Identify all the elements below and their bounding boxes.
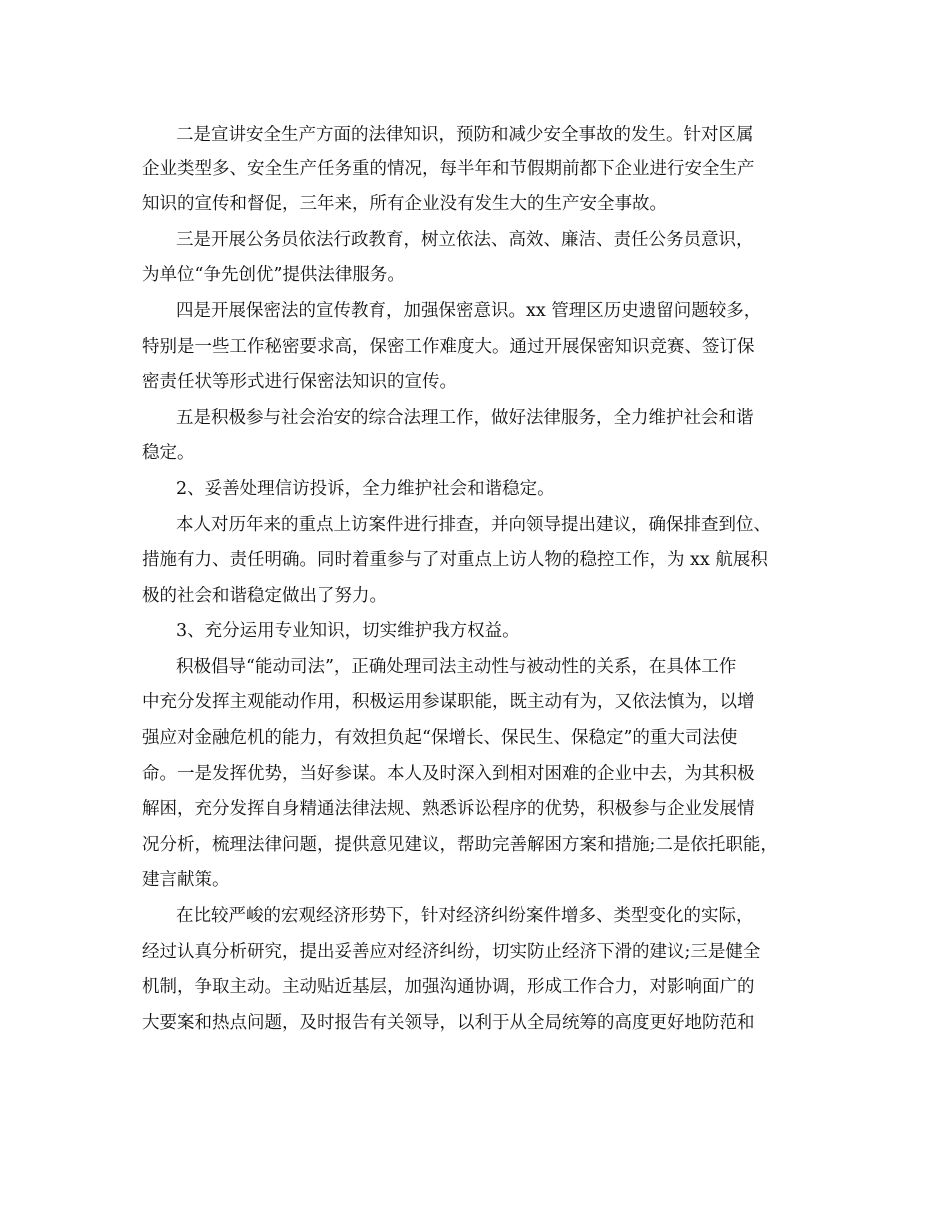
- text-line: 本人对历年来的重点上访案件进行排查，并向领导提出建议，确保排查到位、: [176, 515, 771, 535]
- text-line: 积极倡导“能动司法”，正确处理司法主动性与被动性的关系，在具体工作: [176, 657, 737, 677]
- text-line: 为单位“争先创优”提供法律服务。: [142, 265, 405, 285]
- text-line: 稳定。: [142, 443, 195, 463]
- text-line: 五是积极参与社会治安的综合法理工作，做好法律服务，全力维护社会和谐: [176, 408, 754, 428]
- text-line: 中充分发挥主观能动作用，积极运用参谋职能，既主动有为，又依法慎为，以增: [142, 692, 755, 712]
- text-line: 大要案和热点问题，及时报告有关领导，以利于从全局统筹的高度更好地防范和: [142, 1013, 755, 1033]
- text-line: 特别是一些工作秘密要求高，保密工作难度大。通过开展保密知识竞赛、签订保: [142, 337, 755, 357]
- text-line: 命。一是发挥优势，当好参谋。本人及时深入到相对困难的企业中去，为其积极: [142, 764, 755, 784]
- text-line: 二是宣讲安全生产方面的法律知识，预防和减少安全事故的发生。针对区属: [176, 125, 754, 145]
- text-line: 极的社会和谐稳定做出了努力。: [142, 586, 387, 606]
- section-heading: 2、妥善处理信访投诉，全力维护社会和谐稳定。: [176, 479, 555, 499]
- section-heading: 3、充分运用专业知识，切实维护我方权益。: [176, 621, 520, 641]
- text-line: 况分析，梳理法律问题，提供意见建议，帮助完善解困方案和措施;二是依托职能，: [142, 835, 778, 855]
- text-line: 四是开展保密法的宣传教育，加强保密意识。xx 管理区历史遗留问题较多，: [176, 301, 762, 321]
- text-line: 企业类型多、安全生产任务重的情况，每半年和节假期前都下企业进行安全生产: [142, 159, 755, 179]
- text-line: 措施有力、责任明确。同时着重参与了对重点上访人物的稳控工作，为 xx 航展积: [142, 550, 768, 570]
- text-line: 三是开展公务员依法行政教育，树立依法、高效、廉洁、责任公务员意识，: [176, 230, 754, 250]
- text-line: 知识的宣传和督促，三年来，所有企业没有发生大的生产安全事故。: [142, 194, 667, 214]
- text-line: 机制，争取主动。主动贴近基层，加强沟通协调，形成工作合力，对影响面广的: [142, 977, 755, 997]
- text-line: 强应对金融危机的能力，有效担负起“保增长、保民生、保稳定”的重大司法使: [142, 728, 738, 748]
- text-line: 经过认真分析研究，提出妥善应对经济纠纷，切实防止经济下滑的建议;三是健全: [142, 942, 761, 962]
- text-line: 建言献策。: [142, 870, 230, 890]
- text-line: 在比较严峻的宏观经济形势下，针对经济纠纷案件增多、类型变化的实际，: [176, 906, 754, 926]
- text-line: 密责任状等形式进行保密法知识的宣传。: [142, 372, 457, 392]
- text-line: 解困，充分发挥自身精通法律法规、熟悉诉讼程序的优势，积极参与企业发展情: [142, 799, 755, 819]
